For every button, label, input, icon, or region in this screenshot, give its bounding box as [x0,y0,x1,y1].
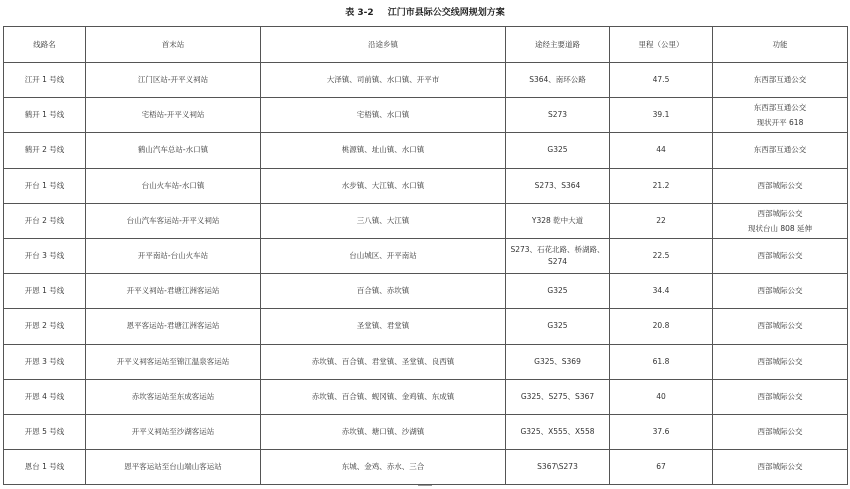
cell-terminals: 江门区站-开平义祠站 [86,63,261,98]
cell-towns: 台山城区、开平南站 [261,238,506,273]
table-row [4,379,848,414]
cell-route-name: 开恩 5 号线 [4,414,86,449]
cell-terminals: 赤坎客运站至东成客运站 [86,379,261,414]
table-row [4,414,848,449]
cell-route-name: 鹤开 1 号线 [4,98,86,133]
cell-roads: S273、石花北路、桥湖路、S274 [506,238,610,273]
cell-mileage: 20.8 [610,309,713,344]
cell-mileage: 44 [610,133,713,168]
cell-function: 东西部互通公交 [713,133,848,168]
cell-function: 西部城际公交 现状台山 808 延伸 [713,203,848,238]
cell-terminals: 宅梧站-开平义祠站 [86,98,261,133]
table-row [4,450,848,485]
cell-function: 东西部互通公交 [713,63,848,98]
cell-terminals: 恩平客运站-君塘江洲客运站 [86,309,261,344]
cell-route-name: 开台 3 号线 [4,238,86,273]
table-row [4,98,848,133]
cell-mileage: 40 [610,379,713,414]
table-row [4,238,848,273]
cell-towns: 东城、金鸡、赤水、三合 [261,450,506,485]
cell-function: 西部城际公交 [713,238,848,273]
cell-terminals: 开平义祠站-君塘江洲客运站 [86,274,261,309]
header-terminals: 首末站 [86,27,261,63]
header-row [4,27,848,63]
cell-route-name: 开恩 1 号线 [4,274,86,309]
cell-function: 西部城际公交 [713,168,848,203]
cell-route-name: 开台 1 号线 [4,168,86,203]
table-row [4,133,848,168]
header-mileage: 里程（公里） [610,27,713,63]
cell-roads: S367\S273 [506,450,610,485]
cell-roads: G325、X555、X558 [506,414,610,449]
cell-roads: G325 [506,133,610,168]
cell-towns: 赤坎镇、塘口镇、沙湖镇 [261,414,506,449]
cell-towns: 三八镇、大江镇 [261,203,506,238]
cell-route-name: 开台 2 号线 [4,203,86,238]
header-towns: 沿途乡镇 [261,27,506,63]
cell-function: 西部城际公交 [713,274,848,309]
header-route-name: 线路名 [4,27,86,63]
cell-terminals: 鹤山汽车总站-水口镇 [86,133,261,168]
cell-mileage: 37.6 [610,414,713,449]
cell-terminals: 开平南站-台山火车站 [86,238,261,273]
cell-route-name: 开恩 4 号线 [4,379,86,414]
cell-mileage: 21.2 [610,168,713,203]
cell-roads: S273、S364 [506,168,610,203]
cell-terminals: 开平义祠客运站至锦江温泉客运站 [86,344,261,379]
cell-function: 西部城际公交 [713,414,848,449]
bus-route-plan-table [3,26,848,485]
table-row [4,63,848,98]
cell-function: 西部城际公交 [713,309,848,344]
cell-route-name: 开恩 3 号线 [4,344,86,379]
cell-towns: 桃源镇、址山镇、水口镇 [261,133,506,168]
cell-function: 西部城际公交 [713,379,848,414]
cell-mileage: 39.1 [610,98,713,133]
cell-mileage: 47.5 [610,63,713,98]
cell-terminals: 恩平客运站至台山端山客运站 [86,450,261,485]
cell-route-name: 鹤开 2 号线 [4,133,86,168]
cell-towns: 水步镇、大江镇、水口镇 [261,168,506,203]
cell-roads: Y328 乾中大道 [506,203,610,238]
cell-mileage: 34.4 [610,274,713,309]
cell-roads: S364、南环公路 [506,63,610,98]
table-row [4,274,848,309]
cell-function: 西部城际公交 [713,450,848,485]
table-number: 表 3-2 [345,8,374,18]
cell-roads: G325、S275、S367 [506,379,610,414]
cell-towns: 百合镇、赤坎镇 [261,274,506,309]
table-row [4,309,848,344]
cell-terminals: 台山火车站-水口镇 [86,168,261,203]
cell-mileage: 22 [610,203,713,238]
cell-towns: 赤坎镇、百合镇、君堂镇、圣堂镇、良西镇 [261,344,506,379]
page-scroll-mark [418,485,432,486]
cell-mileage: 22.5 [610,238,713,273]
cell-roads: G325 [506,309,610,344]
cell-towns: 圣堂镇、君堂镇 [261,309,506,344]
table-row [4,344,848,379]
table-title: 江门市县际公交线网规划方案 [387,8,505,18]
cell-towns: 赤坎镇、百合镇、蚬冈镇、金鸡镇、东成镇 [261,379,506,414]
cell-towns: 大泽镇、司前镇、水口镇、开平市 [261,63,506,98]
header-function: 功能 [713,27,848,63]
cell-function: 东西部互通公交 现状开平 618 [713,98,848,133]
table-row [4,203,848,238]
cell-towns: 宅梧镇、水口镇 [261,98,506,133]
cell-terminals: 开平义祠站至沙湖客运站 [86,414,261,449]
table-caption [0,0,850,24]
cell-mileage: 67 [610,450,713,485]
cell-mileage: 61.8 [610,344,713,379]
cell-terminals: 台山汽车客运站-开平义祠站 [86,203,261,238]
cell-route-name: 开恩 2 号线 [4,309,86,344]
table-row [4,168,848,203]
cell-route-name: 江开 1 号线 [4,63,86,98]
cell-roads: G325、S369 [506,344,610,379]
header-roads: 途经主要道路 [506,27,610,63]
cell-function: 西部城际公交 [713,344,848,379]
cell-roads: S273 [506,98,610,133]
cell-route-name: 恩台 1 号线 [4,450,86,485]
cell-roads: G325 [506,274,610,309]
